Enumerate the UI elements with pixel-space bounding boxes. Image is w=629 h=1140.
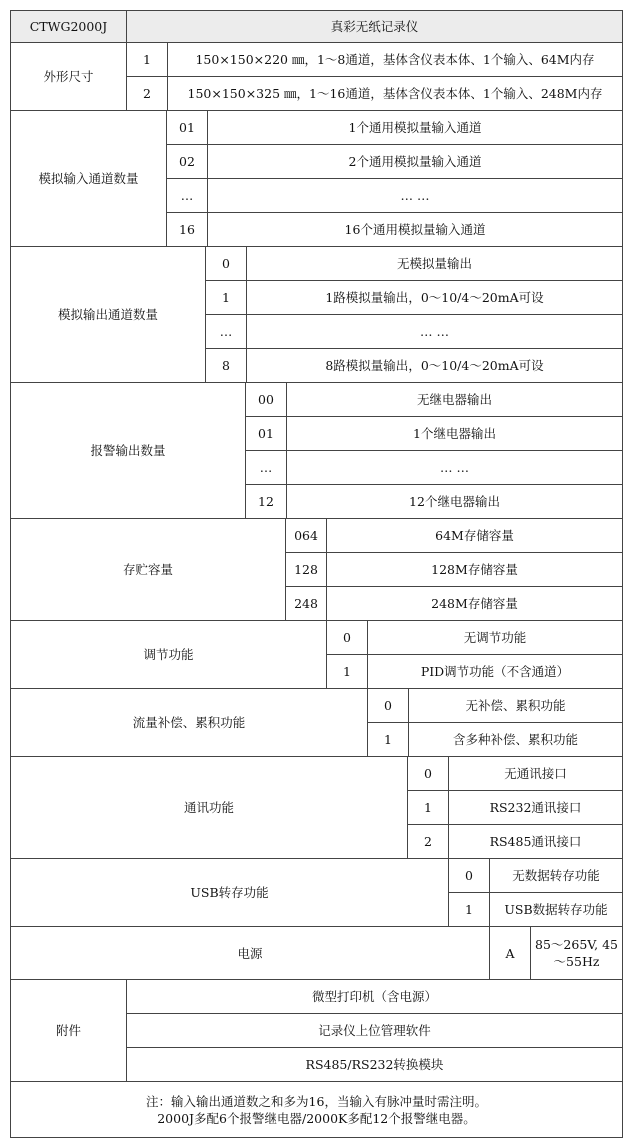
- option-code: 02: [166, 144, 208, 179]
- footnote-line-1: 注：输入输出通道数之和多为16，当输入有脉冲量时需注明。: [146, 1093, 487, 1109]
- option-code: 1: [448, 892, 490, 927]
- group-label: 存贮容量: [10, 518, 286, 621]
- option-description: 150×150×220 ㎜，1～8通道，基体含仪表本体、1个输入、64M内存: [167, 42, 623, 77]
- option-code: 1: [126, 42, 168, 77]
- footnote: [10, 1081, 623, 1138]
- option-description: 无调节功能: [367, 620, 623, 655]
- group-label: 流量补偿、累积功能: [10, 688, 368, 757]
- option-description: 无补偿、累积功能: [408, 688, 623, 723]
- option-description: 无继电器输出: [286, 382, 623, 417]
- option-description: … …: [286, 450, 623, 485]
- option-description: … …: [207, 178, 623, 213]
- option-code: 248: [285, 586, 327, 621]
- option-code: 064: [285, 518, 327, 553]
- group-label: USB转存功能: [10, 858, 449, 927]
- option-description: USB数据转存功能: [489, 892, 623, 927]
- option-description: 150×150×325 ㎜，1～16通道，基体含仪表本体、1个输入、248M内存: [167, 76, 623, 111]
- option-code: …: [166, 178, 208, 213]
- option-code: 8: [205, 348, 247, 383]
- option-code: 1: [407, 790, 449, 825]
- option-code: 128: [285, 552, 327, 587]
- option-code: 01: [245, 416, 287, 451]
- option-code: 12: [245, 484, 287, 519]
- option-description: 248M存储容量: [326, 586, 623, 621]
- option-description: 无数据转存功能: [489, 858, 623, 893]
- accessory-item: 记录仪上位管理软件: [126, 1013, 623, 1048]
- option-description: 128M存储容量: [326, 552, 623, 587]
- option-code: 2: [407, 824, 449, 859]
- option-description: RS485通讯接口: [448, 824, 623, 859]
- option-description: 12个继电器输出: [286, 484, 623, 519]
- option-description: 16个通用模拟量输入通道: [207, 212, 623, 247]
- option-description: 1个继电器输出: [286, 416, 623, 451]
- option-description: … …: [246, 314, 623, 349]
- model-code-header: CTWG2000J: [10, 10, 127, 43]
- accessories-label: 附件: [10, 979, 127, 1082]
- accessory-item: RS485/RS232转换模块: [126, 1047, 623, 1082]
- option-code: 0: [326, 620, 368, 655]
- option-description: 1路模拟量输出，0～10/4～20mA可设: [246, 280, 623, 315]
- group-label: 模拟输入通道数量: [10, 110, 167, 247]
- option-description: PID调节功能（不含通道）: [367, 654, 623, 689]
- option-code: 0: [367, 688, 409, 723]
- option-code: 0: [448, 858, 490, 893]
- option-code: 0: [407, 756, 449, 791]
- option-description: 1个通用模拟量输入通道: [207, 110, 623, 145]
- group-label: 报警输出数量: [10, 382, 246, 519]
- option-description: 85～265V, 45～55Hz: [530, 926, 623, 980]
- product-name-header: 真彩无纸记录仪: [126, 10, 623, 43]
- option-description: 无通讯接口: [448, 756, 623, 791]
- option-description: 无模拟量输出: [246, 246, 623, 281]
- option-code: 1: [205, 280, 247, 315]
- option-code: 1: [367, 722, 409, 757]
- option-code: …: [245, 450, 287, 485]
- option-description: RS232通讯接口: [448, 790, 623, 825]
- option-code: A: [489, 926, 531, 980]
- option-code: …: [205, 314, 247, 349]
- option-code: 2: [126, 76, 168, 111]
- accessory-item: 微型打印机（含电源）: [126, 979, 623, 1014]
- option-description: 含多种补偿、累积功能: [408, 722, 623, 757]
- option-code: 0: [205, 246, 247, 281]
- group-label: 调节功能: [10, 620, 327, 689]
- group-label: 模拟输出通道数量: [10, 246, 206, 383]
- option-description: 8路模拟量输出，0～10/4～20mA可设: [246, 348, 623, 383]
- option-description: 64M存储容量: [326, 518, 623, 553]
- option-code: 16: [166, 212, 208, 247]
- option-code: 00: [245, 382, 287, 417]
- footnote-line-2: 2000J多配6个报警继电器/2000K多配12个报警继电器。: [157, 1110, 476, 1126]
- group-label: 通讯功能: [10, 756, 408, 859]
- option-description: 2个通用模拟量输入通道: [207, 144, 623, 179]
- option-code: 01: [166, 110, 208, 145]
- group-label: 电源: [10, 926, 490, 980]
- group-label: 外形尺寸: [10, 42, 127, 111]
- option-code: 1: [326, 654, 368, 689]
